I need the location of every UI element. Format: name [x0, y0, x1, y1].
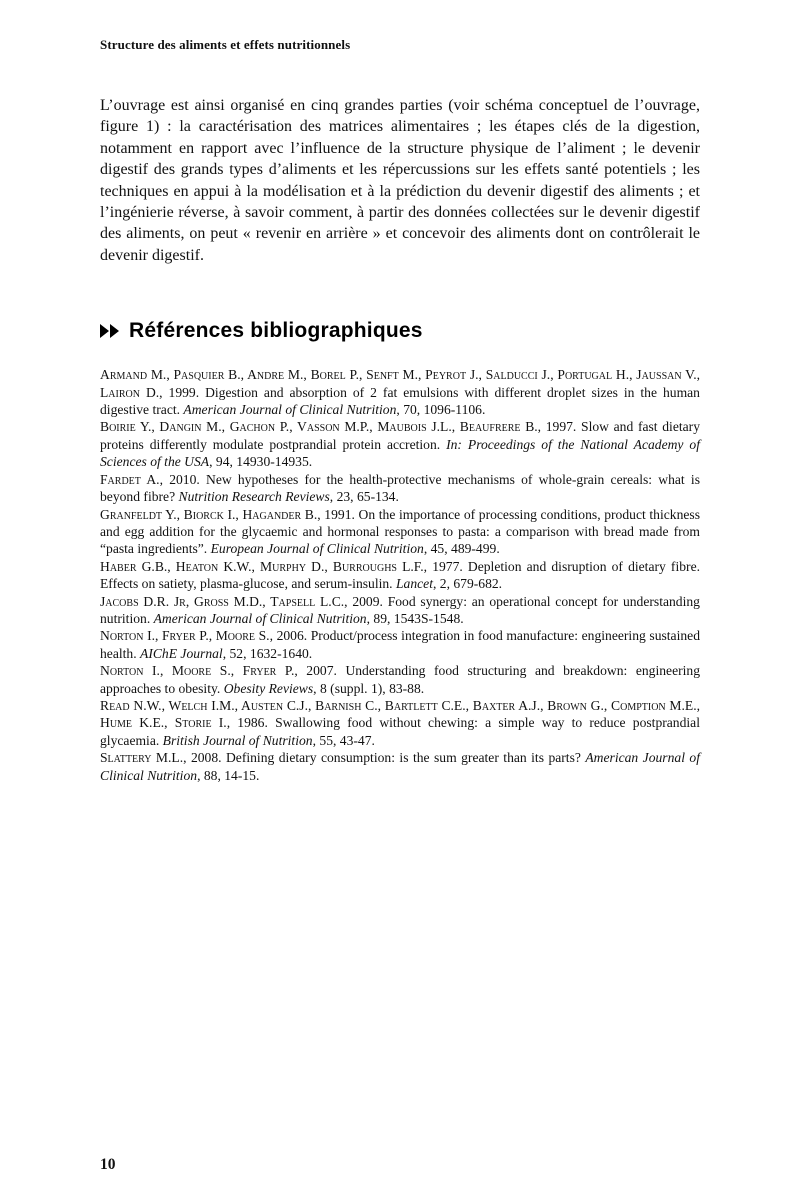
running-header: Structure des aliments et effets nutritionnels — [100, 37, 351, 52]
reference-segment-smallcaps: Norton I., Moore S., Fryer P. — [100, 663, 295, 679]
reference-segment-normal: , 8 (suppl. 1), 83-88. — [313, 680, 425, 696]
reference-segment-smallcaps: Granfeldt Y., Biorck I., Hagander B. — [100, 506, 318, 522]
reference-segment-normal: , 2009. Food synergy: an operational concept for understanding nutrition. — [100, 593, 700, 626]
reference-entry — [100, 749, 700, 784]
reference-segment-italic: American Journal of Clinical Nutrition — [153, 610, 367, 626]
reference-segment-normal: , 70, 1096-1106. — [396, 402, 486, 418]
reference-entry — [100, 662, 700, 697]
reference-segment-normal: , 2, 679-682. — [432, 576, 503, 592]
reference-entry — [100, 593, 700, 628]
reference-segment-normal: , 2008. Defining dietary consumption: is the sum greater than its parts? — [183, 750, 586, 766]
reference-entry — [100, 366, 700, 418]
reference-entry — [100, 697, 700, 749]
reference-segment-normal: , 89, 1543S-1548. — [366, 610, 464, 626]
reference-entry — [100, 471, 700, 506]
reference-segment-italic: American Journal of Clinical Nutrition — [100, 750, 700, 783]
page-content — [0, 37, 800, 784]
reference-segment-italic: AIChE Journal — [140, 645, 223, 661]
section-title: Références bibliographiques — [129, 319, 423, 343]
reference-segment-smallcaps: Fardet A. — [100, 471, 160, 487]
reference-entry — [100, 506, 700, 558]
reference-segment-italic: American Journal of Clinical Nutrition — [183, 402, 397, 418]
reference-segment-smallcaps: Read N.W., Welch I.M., Austen C.J., Barnish C., Bartlett C.E., Baxter A.J., Brown G., Comption M.E., Hume K.E., Storie I. — [100, 697, 700, 731]
reference-segment-italic: Nutrition Research Reviews — [178, 489, 330, 505]
reference-segment-normal: , 1999. Digestion and absorption of 2 fat emulsions with different droplet sizes in the human digestive tract. — [100, 384, 700, 418]
reference-segment-smallcaps: Norton I., Fryer P., Moore S. — [100, 628, 270, 644]
reference-segment-normal: , 45, 489-499. — [423, 541, 500, 557]
reference-segment-normal: , 23, 65-134. — [329, 489, 399, 505]
reference-segment-normal: , 1991. On the importance of processing conditions, product thickness and egg addition for the glycaemic and hormonal responses to pasta: a comparison with bread made from “pasta ingredients”. — [100, 506, 700, 557]
reference-segment-normal: , 2006. Product/process integration in food manufacture: engineering sustained health. — [100, 628, 700, 661]
reference-segment-italic: In: Proceedings of the National Academy of Sciences of the USA — [100, 436, 700, 470]
reference-entry — [100, 558, 700, 593]
reference-segment-smallcaps: Jacobs D.R. Jr, Gross M.D., Tapsell L.C. — [100, 593, 345, 609]
reference-segment-italic: British Journal of Nutrition — [162, 732, 313, 748]
reference-segment-italic: Lancet — [395, 576, 433, 592]
reference-segment-normal: , 1986. Swallowing food without chewing: a simple way to reduce postprandial glycaemia. — [100, 715, 700, 748]
reference-segment-normal: , 52, 1632-1640. — [222, 645, 313, 661]
reference-segment-italic: European Journal of Clinical Nutrition — [210, 541, 424, 557]
reference-segment-normal: , 1997. Slow and fast dietary proteins differently modulate postprandial protein accretion. — [100, 419, 700, 452]
reference-segment-smallcaps: Armand M., Pasquier B., Andre M., Borel P., Senft M., Peyrot J., Salducci J., Portugal H., Jaussan V., Lairon D. — [100, 367, 700, 400]
reference-segment-italic: Obesity Reviews — [223, 680, 314, 696]
reference-segment-normal: , 1977. Depletion and disruption of dietary fibre. Effects on satiety, plasma-glucose, and serum-insulin. — [100, 558, 700, 592]
reference-segment-normal: , 94, 14930-14935. — [209, 454, 313, 470]
reference-segment-smallcaps: Haber G.B., Heaton K.W., Murphy D., Burroughs L.F. — [100, 558, 424, 574]
double-right-arrow-icon — [100, 324, 120, 338]
reference-segment-normal: , 2007. Understanding food structuring and breakdown: engineering approaches to obesity. — [100, 663, 701, 696]
page-number: 10 — [100, 1156, 116, 1173]
reference-segment-smallcaps: Boirie Y., Dangin M., Gachon P., Vasson M.P., Maubois J.L., Beaufrere B. — [100, 419, 538, 435]
reference-list — [100, 366, 700, 784]
reference-entry — [100, 627, 700, 662]
reference-segment-normal: , 88, 14-15. — [197, 767, 260, 783]
reference-segment-normal: , 2010. New hypotheses for the health-protective mechanisms of whole-grain cereals: what is beyond fibre? — [100, 471, 700, 505]
reference-segment-normal: , 55, 43-47. — [312, 732, 375, 748]
reference-segment-smallcaps: Slattery M.L. — [100, 750, 184, 766]
reference-entry — [100, 418, 700, 470]
intro-paragraph: L’ouvrage est ainsi organisé en cinq grandes parties (voir schéma conceptuel de l’ouvrage, figure 1) : la caractérisation des matrices alimentaires ; les étapes clés de la digestion, notamment en rapport avec l’influence de la structure physique de l’aliment ; le devenir digestif des grands types d’aliments et les répercussions sur les effets santé potentiels ; les techniques en appui à la modélisation et à la prédiction du devenir digestif des aliments ; et l’ingénierie réverse, à savoir comment, à partir des données collectées sur le devenir digestif des aliments, on peut « revenir en arrière » et concevoir des aliments dont on contrôlerait le devenir digestif. — [100, 97, 700, 264]
section-heading — [100, 319, 700, 343]
